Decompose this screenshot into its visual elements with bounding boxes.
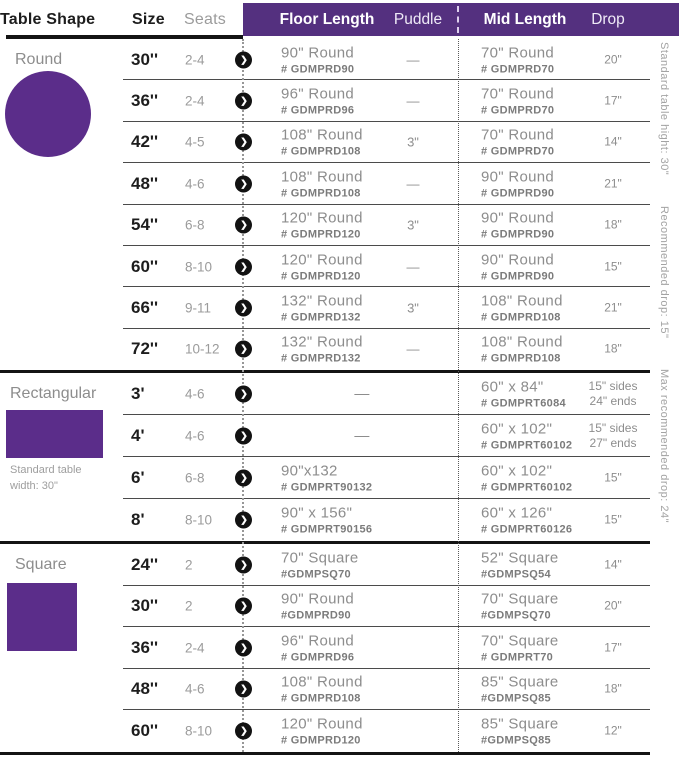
mid-dimension: 70" Round xyxy=(481,85,555,103)
puddle-value: — xyxy=(406,52,420,68)
floor-code: # GDMPRD108 xyxy=(281,692,361,705)
floor-code: #GDMPSQ70 xyxy=(281,568,351,581)
size-value: 24'' xyxy=(131,554,158,574)
mid-dimension: 90" Round xyxy=(481,209,555,227)
seats-value: 2-4 xyxy=(185,93,205,109)
floor-length-cell xyxy=(281,674,363,705)
rectangular-width-note: Standard table width: 30" xyxy=(10,464,82,492)
floor-length-cell xyxy=(281,210,363,241)
section-round xyxy=(0,39,650,370)
floor-length-cell xyxy=(281,428,443,445)
table-row xyxy=(0,415,650,457)
table-row xyxy=(0,669,650,711)
chevron-right-icon: ❯ xyxy=(240,54,248,65)
section-rectangular xyxy=(0,370,650,541)
drop-value: 18" xyxy=(604,681,622,696)
chevron-right-icon: ❯ xyxy=(240,95,248,106)
mid-dimension: 90" Round xyxy=(481,251,555,269)
floor-code: # GDMPRD90 xyxy=(281,63,355,76)
seats-value: 4-6 xyxy=(185,681,205,697)
mid-code: # GDMPRD70 xyxy=(481,145,555,158)
floor-dimension: 96" Round xyxy=(281,632,355,650)
side-note-recommended-drop: Recommended drop: 15" xyxy=(658,205,670,339)
seats-value: 8-10 xyxy=(185,512,213,528)
size-value: 66'' xyxy=(131,298,158,318)
size-value: 3' xyxy=(131,384,145,404)
floor-code: # GDMPRD120 xyxy=(281,270,361,283)
mid-length-cell xyxy=(481,293,563,324)
floor-dimension: 132" Round xyxy=(281,292,363,310)
mid-dimension: 70" Round xyxy=(481,126,555,144)
chevron-right-icon: ❯ xyxy=(240,219,248,230)
floor-length-cell xyxy=(281,293,363,324)
table-row xyxy=(0,710,650,752)
chevron-right-icon: ❯ xyxy=(240,642,248,653)
mid-length-cell xyxy=(481,379,566,410)
floor-length-cell xyxy=(281,463,372,494)
floor-length-cell xyxy=(281,251,363,282)
drop-value: 15" xyxy=(604,259,622,274)
column-header-drop: Drop xyxy=(591,11,625,28)
table-row xyxy=(0,499,650,541)
floor-length-cell xyxy=(281,715,363,746)
floor-code: # GDMPRD132 xyxy=(281,311,361,324)
seats-value: 9-11 xyxy=(185,300,212,316)
arrow-circle-icon xyxy=(235,512,252,529)
size-value: 4' xyxy=(131,426,145,446)
mid-code: #GDMPSQ70 xyxy=(481,609,551,622)
mid-code: # GDMPRD70 xyxy=(481,104,555,117)
mid-code: # GDMPRT60126 xyxy=(481,523,573,536)
mid-code: # GDMPRT70 xyxy=(481,651,554,664)
arrow-circle-icon xyxy=(235,556,252,573)
drop-value: 17" xyxy=(604,93,622,108)
table-row xyxy=(0,457,650,499)
puddle-value: — xyxy=(406,176,420,192)
floor-code: # GDMPRD120 xyxy=(281,734,361,747)
floor-dimension: 90"x132 xyxy=(281,462,338,480)
size-value: 36'' xyxy=(131,91,158,111)
chevron-right-icon: ❯ xyxy=(240,178,248,189)
mid-code: # GDMPRD70 xyxy=(481,63,555,76)
mid-length-cell xyxy=(481,86,554,117)
arrow-circle-icon xyxy=(235,722,252,739)
mid-length-cell xyxy=(481,251,554,282)
seats-value: 4-6 xyxy=(185,428,205,444)
mid-dimension: 70" Square xyxy=(481,632,559,650)
chevron-right-icon: ❯ xyxy=(240,600,248,611)
floor-code: # GDMPRD108 xyxy=(281,145,361,158)
mid-code: #GDMPSQ54 xyxy=(481,568,551,581)
floor-dimension: 108" Round xyxy=(281,126,363,144)
size-value: 48'' xyxy=(131,679,158,699)
mid-length-cell xyxy=(481,463,572,494)
mid-code: # GDMPRT6084 xyxy=(481,397,566,410)
seats-value: 4-6 xyxy=(185,386,205,402)
section-square xyxy=(0,541,650,755)
mid-length-cell xyxy=(481,168,554,199)
floor-length-cell xyxy=(281,549,359,580)
mid-column-dotted-line xyxy=(458,39,459,752)
floor-code: # GDMPRD96 xyxy=(281,104,355,117)
drop-value xyxy=(577,421,649,451)
purple-header-band xyxy=(243,3,679,36)
mid-dimension: 85" Square xyxy=(481,715,559,733)
mid-length-cell xyxy=(481,715,559,746)
table-row xyxy=(0,329,650,370)
mid-code: #GDMPSQ85 xyxy=(481,692,551,705)
mid-code: # GDMPRT60102 xyxy=(481,439,573,452)
floor-dimension: 96" Round xyxy=(281,85,355,103)
seats-value: 4-6 xyxy=(185,176,205,192)
floor-dimension: 70" Square xyxy=(281,549,359,567)
floor-code: # GDMPRT90132 xyxy=(281,481,373,494)
size-value: 60'' xyxy=(131,256,158,276)
floor-dimension: — xyxy=(354,385,370,403)
mid-length-cell xyxy=(481,674,559,705)
floor-dimension: 90" Round xyxy=(281,590,355,608)
chevron-right-icon: ❯ xyxy=(240,514,248,525)
drop-line1: 15" sides xyxy=(588,421,638,436)
mid-length-cell xyxy=(481,632,559,663)
seats-value: 2-4 xyxy=(185,640,205,656)
column-header-seats: Seats xyxy=(184,11,226,28)
drop-value: 21" xyxy=(604,176,622,191)
arrow-circle-icon xyxy=(235,217,252,234)
puddle-value: — xyxy=(406,93,420,109)
floor-length-cell xyxy=(281,86,354,117)
mid-length-cell xyxy=(481,334,563,365)
mid-dimension: 60" x 84" xyxy=(481,378,544,396)
shape-label-rectangular: Rectangular xyxy=(10,385,97,403)
floor-dimension: 132" Round xyxy=(281,333,363,351)
mid-dimension: 60" x 126" xyxy=(481,504,553,522)
column-header-puddle: Puddle xyxy=(393,11,443,28)
arrow-circle-icon xyxy=(235,428,252,445)
arrow-circle-icon xyxy=(235,258,252,275)
mid-dimension: 85" Square xyxy=(481,673,559,691)
size-value: 54'' xyxy=(131,215,158,235)
drop-value: 18" xyxy=(604,217,622,232)
chevron-right-icon: ❯ xyxy=(240,261,248,272)
drop-value: 20" xyxy=(604,598,622,613)
mid-dimension: 90" Round xyxy=(481,168,555,186)
seats-value: 6-8 xyxy=(185,470,205,486)
floor-dimension: 120" Round xyxy=(281,209,363,227)
column-header-floor-length: Floor Length xyxy=(279,11,375,28)
size-value: 6' xyxy=(131,468,145,488)
arrow-circle-icon xyxy=(235,386,252,403)
drop-value: 14" xyxy=(604,557,622,572)
size-value: 60'' xyxy=(131,720,158,740)
floor-code: #GDMPRD90 xyxy=(281,609,351,622)
mid-length-cell xyxy=(481,549,559,580)
chevron-right-icon: ❯ xyxy=(240,472,248,483)
arrow-circle-icon xyxy=(235,639,252,656)
puddle-value: — xyxy=(406,341,420,357)
mid-code: # GDMPRD90 xyxy=(481,228,555,241)
drop-value xyxy=(577,379,649,409)
seats-value: 2 xyxy=(185,557,193,573)
chevron-right-icon: ❯ xyxy=(240,559,248,570)
floor-length-cell xyxy=(281,44,354,75)
table-row xyxy=(0,205,650,246)
drop-value: 21" xyxy=(604,300,622,315)
drop-value: 15" xyxy=(604,470,622,485)
size-value: 42'' xyxy=(131,132,158,152)
mid-code: # GDMPRD108 xyxy=(481,311,561,324)
seats-value: 6-8 xyxy=(185,217,205,233)
mid-length-cell xyxy=(481,127,554,158)
floor-length-cell xyxy=(281,591,354,622)
floor-length-cell xyxy=(281,632,354,663)
drop-line1: 15" sides xyxy=(588,379,638,394)
size-value: 72'' xyxy=(131,339,158,359)
drop-value: 20" xyxy=(604,52,622,67)
side-notes-vertical-text xyxy=(658,42,670,750)
drop-value: 17" xyxy=(604,640,622,655)
floor-dimension: 108" Round xyxy=(281,673,363,691)
table-row xyxy=(0,373,650,415)
chevron-right-icon: ❯ xyxy=(240,430,248,441)
mid-length-cell xyxy=(481,44,554,75)
seats-value: 8-10 xyxy=(185,259,213,275)
column-header-size: Size xyxy=(132,11,165,28)
size-value: 36'' xyxy=(131,637,158,657)
arrow-circle-icon xyxy=(235,134,252,151)
arrow-circle-icon xyxy=(235,470,252,487)
size-value: 30'' xyxy=(131,596,158,616)
chevron-right-icon: ❯ xyxy=(240,683,248,694)
arrow-circle-icon xyxy=(235,681,252,698)
chevron-right-icon: ❯ xyxy=(240,725,248,736)
floor-code: # GDMPRT90156 xyxy=(281,523,373,536)
seats-value: 10-12 xyxy=(185,341,220,357)
arrow-circle-icon xyxy=(235,175,252,192)
column-header-mid-length: Mid Length xyxy=(483,11,567,28)
seats-value: 2 xyxy=(185,598,193,614)
arrow-circle-icon xyxy=(235,93,252,110)
table-row xyxy=(0,122,650,163)
chevron-right-icon: ❯ xyxy=(240,343,248,354)
floor-length-cell xyxy=(281,334,363,365)
table-row xyxy=(0,39,650,80)
floor-length-cell xyxy=(281,505,372,536)
column-header-table-shape: Table Shape xyxy=(0,11,96,28)
mid-length-cell xyxy=(481,210,554,241)
chevron-right-icon: ❯ xyxy=(240,136,248,147)
size-value: 30'' xyxy=(131,49,158,69)
mid-code: #GDMPSQ85 xyxy=(481,734,551,747)
table-row xyxy=(0,586,650,628)
table-row xyxy=(0,163,650,204)
floor-length-cell xyxy=(281,386,443,403)
floor-dimension: 108" Round xyxy=(281,168,363,186)
chevron-right-icon: ❯ xyxy=(240,302,248,313)
floor-dimension: 90" Round xyxy=(281,44,355,62)
size-value: 8' xyxy=(131,510,145,530)
floor-dimension: — xyxy=(354,427,370,445)
chevron-right-icon: ❯ xyxy=(240,388,248,399)
mid-length-cell xyxy=(481,505,572,536)
shape-label-square: Square xyxy=(15,556,67,574)
puddle-value: 3" xyxy=(407,217,419,233)
size-value: 48'' xyxy=(131,173,158,193)
puddle-value: 3" xyxy=(407,300,419,316)
floor-code: # GDMPRD120 xyxy=(281,228,361,241)
table-row xyxy=(0,80,650,121)
floor-length-cell xyxy=(281,127,363,158)
shape-label-round: Round xyxy=(15,51,63,68)
floor-code: # GDMPRD96 xyxy=(281,651,355,664)
mid-code: # GDMPRD108 xyxy=(481,352,561,365)
drop-value: 18" xyxy=(604,341,622,356)
seats-value: 2-4 xyxy=(185,52,205,68)
mid-length-cell xyxy=(481,421,572,452)
arrow-circle-icon xyxy=(235,300,252,317)
side-note-max-drop: Max recommended drop: 24" xyxy=(658,368,670,523)
drop-value: 14" xyxy=(604,134,622,149)
drop-value: 15" xyxy=(604,512,622,527)
mid-dimension: 60" x 102" xyxy=(481,420,553,438)
mid-dimension: 108" Round xyxy=(481,292,563,310)
mid-code: # GDMPRT60102 xyxy=(481,481,573,494)
floor-dimension: 120" Round xyxy=(281,251,363,269)
table-body xyxy=(0,39,650,755)
mid-dimension: 70" Square xyxy=(481,590,559,608)
floor-code: # GDMPRD132 xyxy=(281,352,361,365)
arrow-circle-icon xyxy=(235,51,252,68)
arrow-circle-icon xyxy=(235,598,252,615)
drop-line2: 27" ends xyxy=(589,436,637,451)
drop-line2: 24" ends xyxy=(589,394,637,409)
seats-value: 8-10 xyxy=(185,723,213,739)
table-row xyxy=(0,287,650,328)
mid-dimension: 70" Round xyxy=(481,44,555,62)
seats-value: 4-5 xyxy=(185,134,205,150)
mid-length-cell xyxy=(481,591,559,622)
mid-code: # GDMPRD90 xyxy=(481,187,555,200)
drop-value: 12" xyxy=(604,723,622,738)
mid-dimension: 108" Round xyxy=(481,333,563,351)
mid-code: # GDMPRD90 xyxy=(481,270,555,283)
floor-length-cell xyxy=(281,168,363,199)
arrow-circle-icon xyxy=(235,341,252,358)
table-row xyxy=(0,246,650,287)
puddle-value: 3" xyxy=(407,134,419,150)
table-row xyxy=(0,627,650,669)
floor-dimension: 120" Round xyxy=(281,715,363,733)
header-dashed-divider xyxy=(457,6,459,33)
puddle-value: — xyxy=(406,259,420,275)
table-row xyxy=(0,544,650,586)
floor-code: # GDMPRD108 xyxy=(281,187,361,200)
side-note-table-height: Standard table hight: 30" xyxy=(658,42,670,176)
mid-dimension: 52" Square xyxy=(481,549,559,567)
mid-dimension: 60" x 102" xyxy=(481,462,553,480)
floor-dimension: 90" x 156" xyxy=(281,504,353,522)
